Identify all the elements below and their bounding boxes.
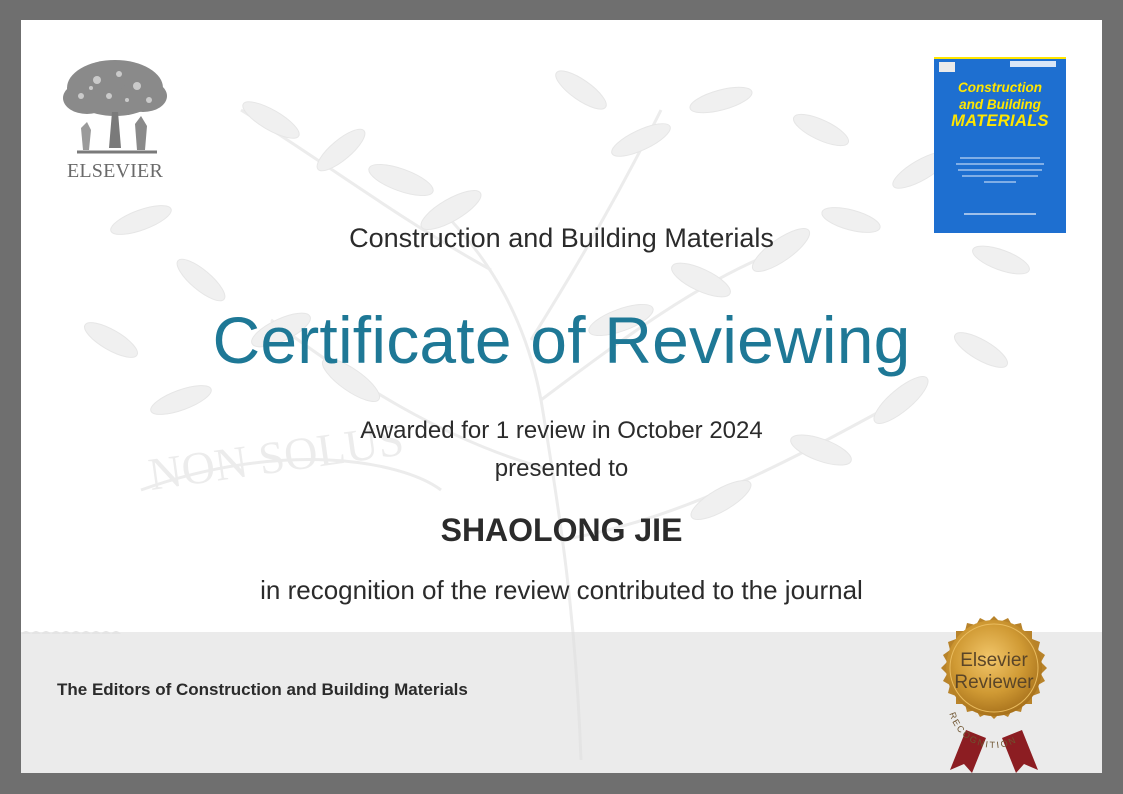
cover-title <box>934 79 1066 130</box>
svg-text:NON SOLUS: NON SOLUS <box>145 413 407 500</box>
cover-title-line1: Construction <box>958 80 1042 95</box>
cover-title-line3: MATERIALS <box>951 112 1049 130</box>
certificate-sheet <box>21 20 1102 773</box>
recognition-line: in recognition of the review contributed to the journal <box>260 575 863 605</box>
seal-arc-text: RECOGNITION <box>947 710 1019 751</box>
cover-volume-bar <box>1010 61 1056 67</box>
cover-title-line2: and Building <box>959 97 1041 112</box>
seal-line2: Reviewer <box>954 672 1034 693</box>
cover-stripe <box>934 57 1066 59</box>
cover-imprint-line <box>964 213 1036 215</box>
elsevier-tree-icon <box>57 56 173 160</box>
elsevier-logo <box>57 56 173 182</box>
awarded-line: Awarded for 1 review in October 2024 <box>360 417 763 444</box>
cover-subtitle-lines <box>954 155 1046 185</box>
seal-line1: Elsevier <box>960 650 1028 671</box>
elsevier-wordmark: ELSEVIER <box>66 160 164 182</box>
cover-publisher-logo <box>939 62 955 72</box>
reviewer-seal <box>914 610 1074 773</box>
presented-line: presented to <box>494 455 629 482</box>
journal-cover <box>934 57 1066 233</box>
journal-name: Construction and Building Materials <box>349 223 774 253</box>
editors-signature: The Editors of Construction and Building Materials <box>57 680 468 699</box>
recipient-name: SHAOLONG JIE <box>440 512 683 548</box>
certificate-title: Certificate of Reviewing <box>212 303 911 377</box>
